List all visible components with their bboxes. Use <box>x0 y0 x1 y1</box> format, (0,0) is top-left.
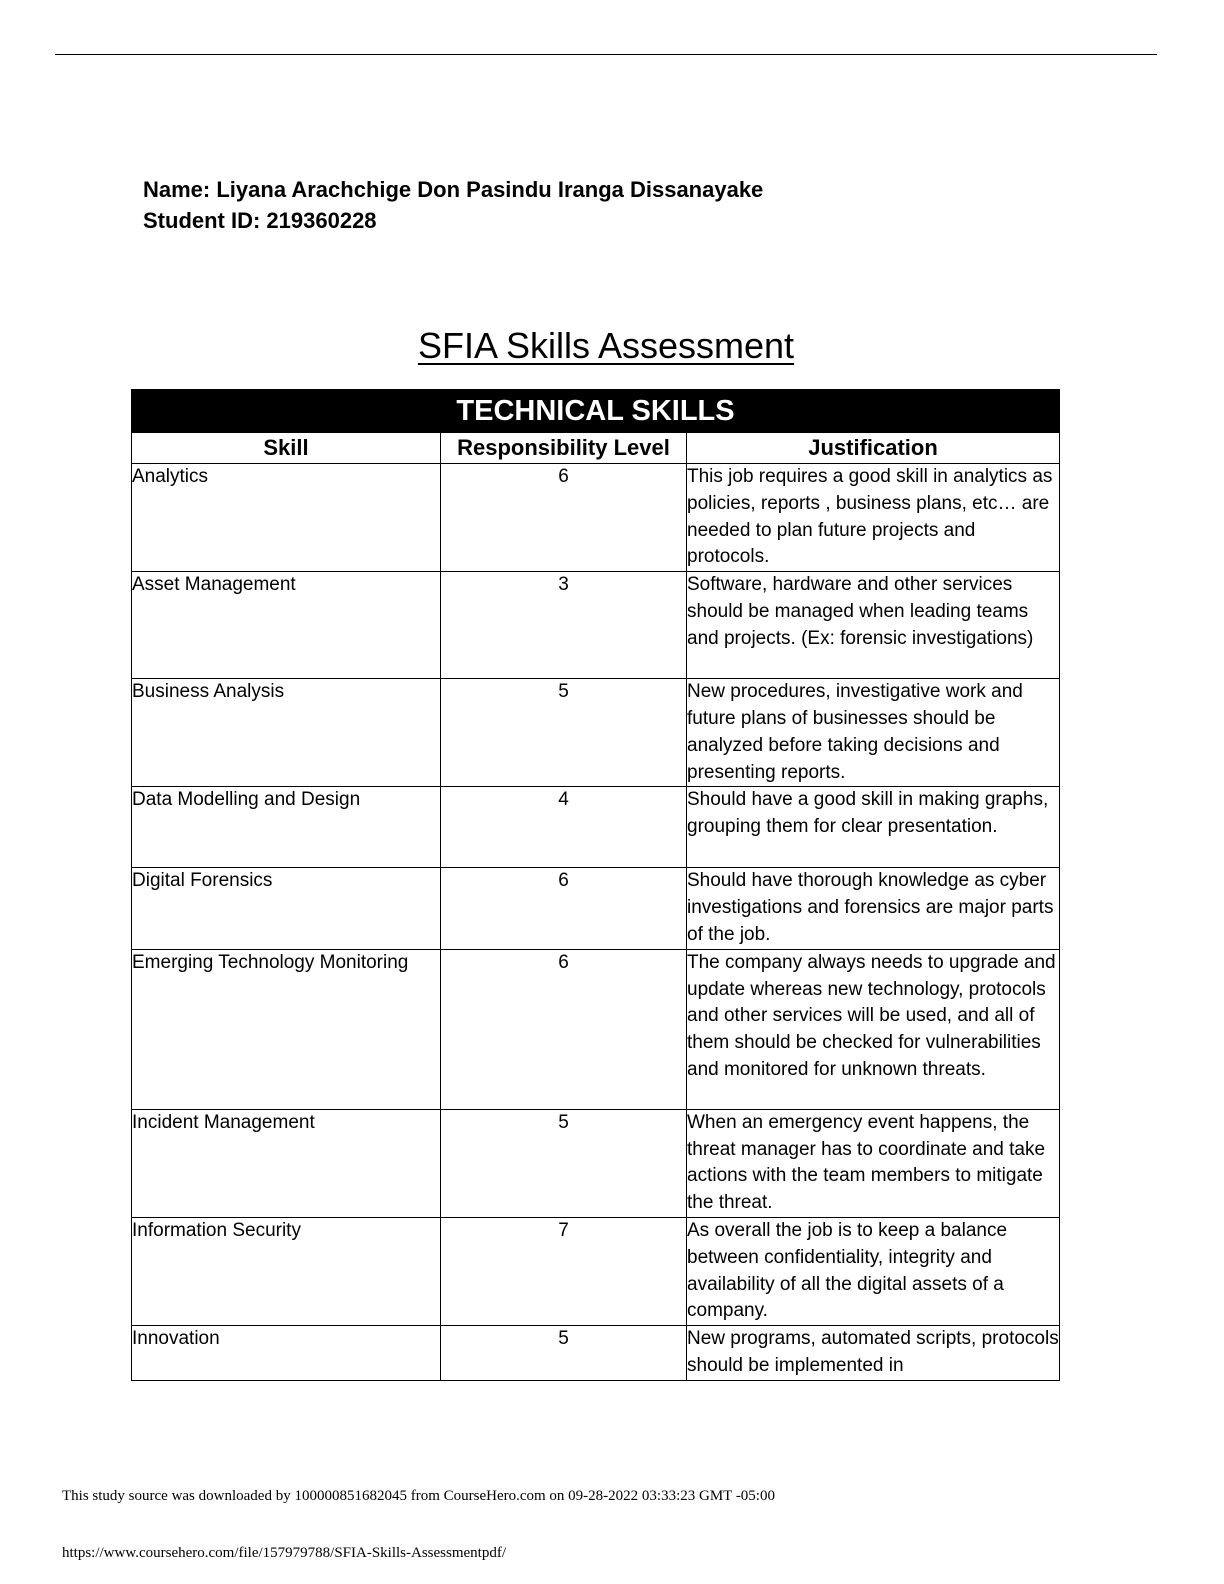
student-name: Name: Liyana Arachchige Don Pasindu Iranga Dissanayake <box>143 177 764 202</box>
page-title <box>0 322 1212 370</box>
level-cell: 3 <box>441 572 687 679</box>
column-header-level: Responsibility Level <box>441 433 687 464</box>
skill-cell: Data Modelling and Design <box>132 787 441 868</box>
skill-cell: Innovation <box>132 1326 441 1381</box>
table-row <box>132 1217 1060 1325</box>
justification-cell: Should have thorough knowledge as cyber investigations and forensics are major parts of the job. <box>687 868 1060 949</box>
level-cell: 5 <box>441 1109 687 1217</box>
level-cell: 4 <box>441 787 687 868</box>
student-info <box>143 174 763 236</box>
column-header-justification: Justification <box>687 433 1060 464</box>
skill-cell: Information Security <box>132 1217 441 1325</box>
student-id: Student ID: 219360228 <box>143 208 377 233</box>
justification-cell: As overall the job is to keep a balance between confidentiality, integrity and availability of all the digital assets of a company. <box>687 1217 1060 1325</box>
table-row <box>132 868 1060 949</box>
table-banner-row <box>132 390 1060 433</box>
table-row <box>132 464 1060 572</box>
justification-cell: New procedures, investigative work and future plans of businesses should be analyzed before taking decisions and presenting reports. <box>687 679 1060 787</box>
page-title-text: SFIA Skills Assessment <box>417 325 795 366</box>
table-banner: TECHNICAL SKILLS <box>132 390 1060 433</box>
table-row <box>132 1326 1060 1381</box>
justification-cell: The company always needs to upgrade and update whereas new technology, protocols and other services will be used, and all of them should be checked for vulnerabilities and monitored for unknown threats. <box>687 949 1060 1109</box>
download-notice: This study source was downloaded by 100000851682045 from CourseHero.com on 09-28-2022 03:33:23 GMT -05:00 <box>62 1488 775 1504</box>
justification-cell: This job requires a good skill in analytics as policies, reports , business plans, etc… are needed to plan future projects and protocols. <box>687 464 1060 572</box>
level-cell: 6 <box>441 949 687 1109</box>
table-row <box>132 679 1060 787</box>
skill-cell: Incident Management <box>132 1109 441 1217</box>
level-cell: 6 <box>441 464 687 572</box>
level-cell: 5 <box>441 679 687 787</box>
skill-cell: Analytics <box>132 464 441 572</box>
table-row <box>132 787 1060 868</box>
top-rule <box>55 54 1157 55</box>
level-cell: 6 <box>441 868 687 949</box>
justification-cell: When an emergency event happens, the threat manager has to coordinate and take actions with the team members to mitigate the threat. <box>687 1109 1060 1217</box>
justification-cell: Software, hardware and other services should be managed when leading teams and projects. (Ex: forensic investigations) <box>687 572 1060 679</box>
skill-cell: Asset Management <box>132 572 441 679</box>
level-cell: 7 <box>441 1217 687 1325</box>
justification-cell: New programs, automated scripts, protocols should be implemented in <box>687 1326 1060 1381</box>
skill-cell: Business Analysis <box>132 679 441 787</box>
skill-cell: Digital Forensics <box>132 868 441 949</box>
table-row <box>132 949 1060 1109</box>
justification-cell: Should have a good skill in making graphs, grouping them for clear presentation. <box>687 787 1060 868</box>
skills-table <box>131 389 1060 1381</box>
table-row <box>132 1109 1060 1217</box>
level-cell: 5 <box>441 1326 687 1381</box>
source-url-link[interactable]: https://www.coursehero.com/file/157979788/SFIA-Skills-Assessmentpdf/ <box>62 1545 506 1561</box>
table-row <box>132 572 1060 679</box>
column-header-skill: Skill <box>132 433 441 464</box>
table-header-row <box>132 433 1060 464</box>
skill-cell: Emerging Technology Monitoring <box>132 949 441 1109</box>
